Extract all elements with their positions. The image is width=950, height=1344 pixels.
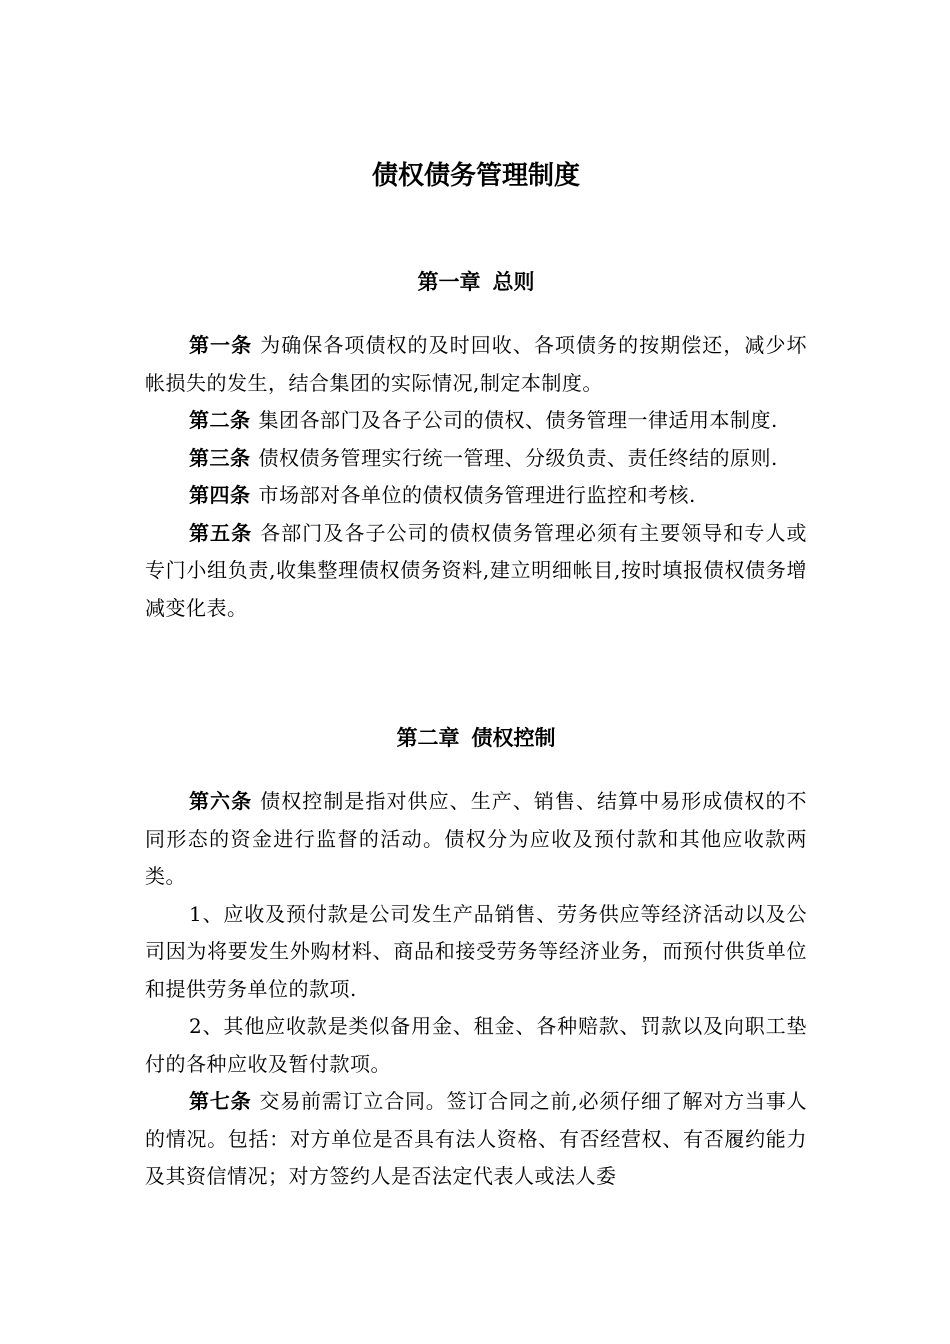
paragraph-text: 1、应收及预付款是公司发生产品销售、劳务供应等经济活动以及公司因为将要发生外购材料、商品和接受劳务等经济业务，而预付供货单位和提供劳务单位的款项. — [145, 901, 807, 1001]
article-paragraph — [145, 477, 807, 515]
chapter-number: 第二章 — [396, 726, 460, 750]
article-number: 第二条 — [189, 408, 251, 432]
article-number: 第五条 — [189, 520, 253, 545]
article-paragraph — [145, 515, 807, 628]
article-text: 债权控制是指对供应、生产、销售、结算中易形成债权的不同形态的资金进行监督的活动。债权分为应收及预付款和其他应收款两类。 — [145, 789, 808, 888]
list-paragraph — [145, 1008, 807, 1083]
article-paragraph — [145, 1083, 807, 1196]
article-text: 债权债务管理实行统一管理、分级负责、责任终结的原则. — [258, 445, 778, 470]
chapter-number: 第一章 — [417, 270, 481, 294]
chapter-heading — [145, 720, 807, 756]
article-text: 市场部对各单位的债权债务管理进行监控和考核. — [258, 483, 696, 507]
article-text: 为确保各项债权的及时回收、各项债务的按期偿还，减少坏帐损失的发生，结合集团的实际情况,制定本制度。 — [145, 333, 808, 395]
list-paragraph — [145, 896, 807, 1009]
chapter-body — [145, 327, 807, 627]
article-number: 第一条 — [189, 333, 253, 357]
article-number: 第六条 — [189, 789, 253, 813]
chapter-name: 总则 — [492, 270, 535, 294]
article-paragraph — [145, 783, 807, 896]
article-number: 第三条 — [189, 445, 251, 470]
paragraph-text: 2、其他应收款是类似备用金、租金、各种赔款、罚款以及向职工垫付的各种应收及暂付款项。 — [145, 1014, 807, 1076]
article-paragraph — [145, 402, 807, 440]
article-paragraph — [145, 327, 807, 402]
chapter-heading — [145, 264, 807, 300]
chapter-body — [145, 783, 807, 1196]
article-text: 交易前需订立合同。签订合同之前,必须仔细了解对方当事人的情况。包括：对方单位是否具有法人资格、有否经营权、有否履约能力及其资信情况；对方签约人是否法定代表人或法人委 — [145, 1089, 808, 1188]
chapter-name: 债权控制 — [471, 726, 556, 750]
document-title: 债权债务管理制度 — [371, 161, 580, 191]
article-number: 第七条 — [189, 1089, 252, 1113]
article-paragraph — [145, 440, 807, 478]
article-number: 第四条 — [189, 483, 251, 507]
article-text: 集团各部门及各子公司的债权、债务管理一律适用本制度. — [258, 408, 778, 432]
article-text: 各部门及各子公司的债权债务管理必须有主要领导和专人或专门小组负责,收集整理债权债务资料,建立明细帐目,按时填报债权债务增减变化表。 — [145, 520, 808, 620]
